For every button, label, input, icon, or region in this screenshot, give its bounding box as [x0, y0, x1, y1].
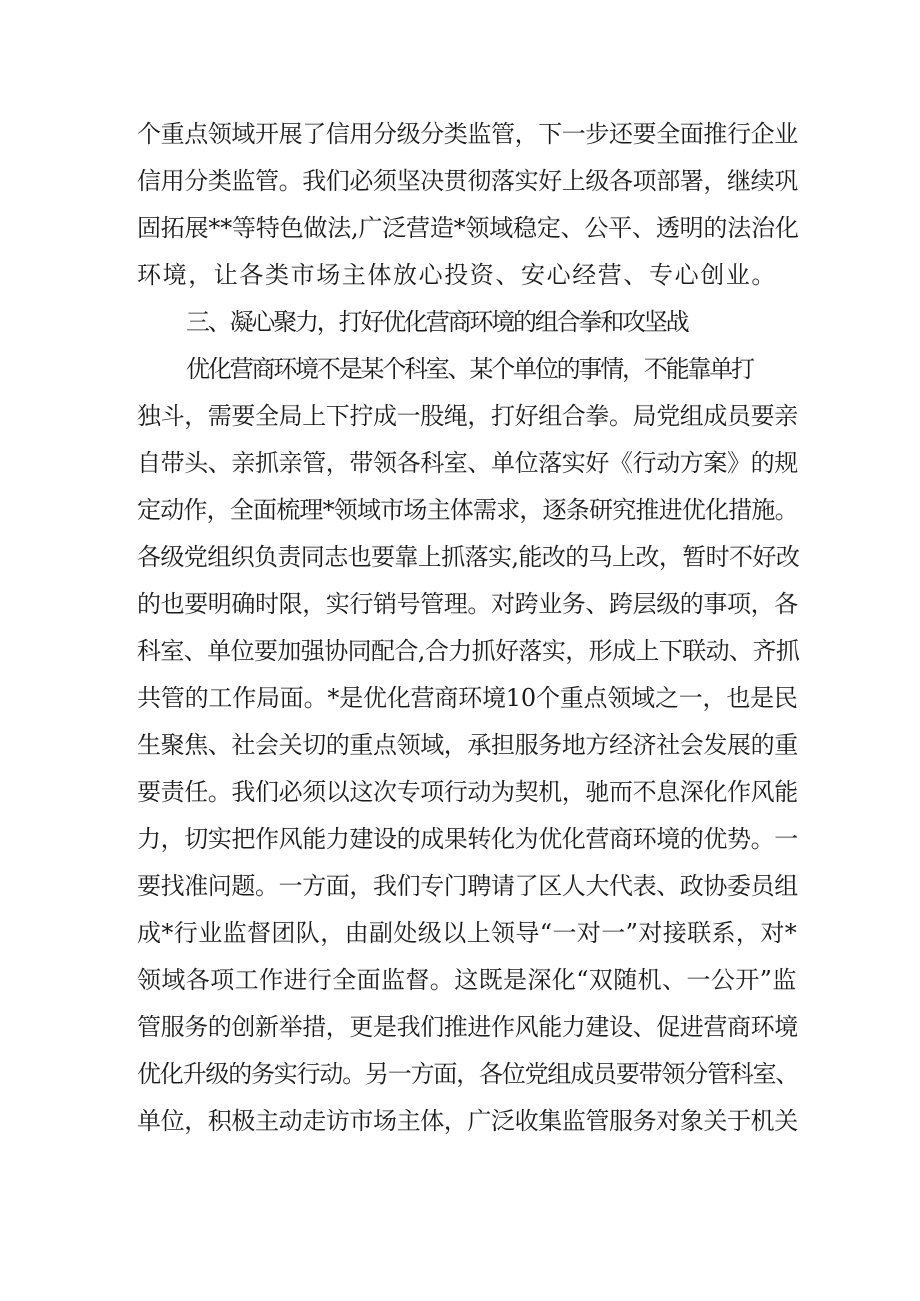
text-line: 优化升级的务实行动。另一方面，各位党组成员要带领分管科室、 [137, 1060, 799, 1088]
text-line: 优化营商环境不是某个科室、某个单位的事情，不能靠单打 [186, 355, 753, 383]
text-line: 环境，让各类市场主体放心投资、安心经营、专心创业。 [137, 261, 777, 289]
text-line: 个重点领域开展了信用分级分类监管，下一步还要全面推行企业 [137, 120, 798, 148]
text-line: 固拓展**等特色做法,广泛营造*领域稳定、公平、透明的法治化 [137, 214, 799, 242]
text-line: 单位，积极主动走访市场主体，广泛收集监管服务对象关于机关 [137, 1107, 798, 1135]
text-line: 定动作，全面梳理*领域市场主体需求，逐条研究推进优化措施。 [137, 496, 798, 524]
text-line: 科室、单位要加强协同配合,合力抓好落实，形成上下联动、齐抓 [137, 637, 800, 665]
text-line: 领域各项工作进行全面监督。这既是深化“双随机、一公开”监 [137, 966, 797, 994]
text-line: 自带头、亲抓亲管，带领各科室、单位落实好《行动方案》的规 [137, 449, 798, 477]
text-line: 管服务的创新举措，更是我们推进作风能力建设、促进营商环境 [137, 1013, 798, 1041]
text-line: 独斗，需要全局上下拧成一股绳，打好组合拳。局党组成员要亲 [137, 402, 798, 430]
text-line: 生聚焦、社会关切的重点领域，承担服务地方经济社会发展的重 [137, 731, 798, 759]
text-line: 成*行业监督团队，由副处级以上领导“一对一”对接联系，对* [137, 919, 798, 947]
text-line: 信用分类监管。我们必须坚决贯彻落实好上级各项部署，继续巩 [137, 167, 798, 195]
text-line: 要责任。我们必须以这次专项行动为契机，驰而不息深化作风能 [137, 778, 798, 806]
text-line: 力，切实把作风能力建设的成果转化为优化营商环境的优势。一 [137, 825, 798, 853]
text-line: 各级党组织负责同志也要靠上抓落实,能改的马上改，暂时不好改 [137, 543, 800, 571]
section-heading: 三、凝心聚力，打好优化营商环境的组合拳和攻坚战 [186, 308, 688, 336]
text-line: 要找准问题。一方面，我们专门聘请了区人大代表、政协委员组 [137, 872, 798, 900]
text-line: 共管的工作局面。*是优化营商环境10个重点领域之一，也是民 [137, 684, 798, 712]
text-line: 的也要明确时限，实行销号管理。对跨业务、跨层级的事项，各 [137, 590, 798, 618]
